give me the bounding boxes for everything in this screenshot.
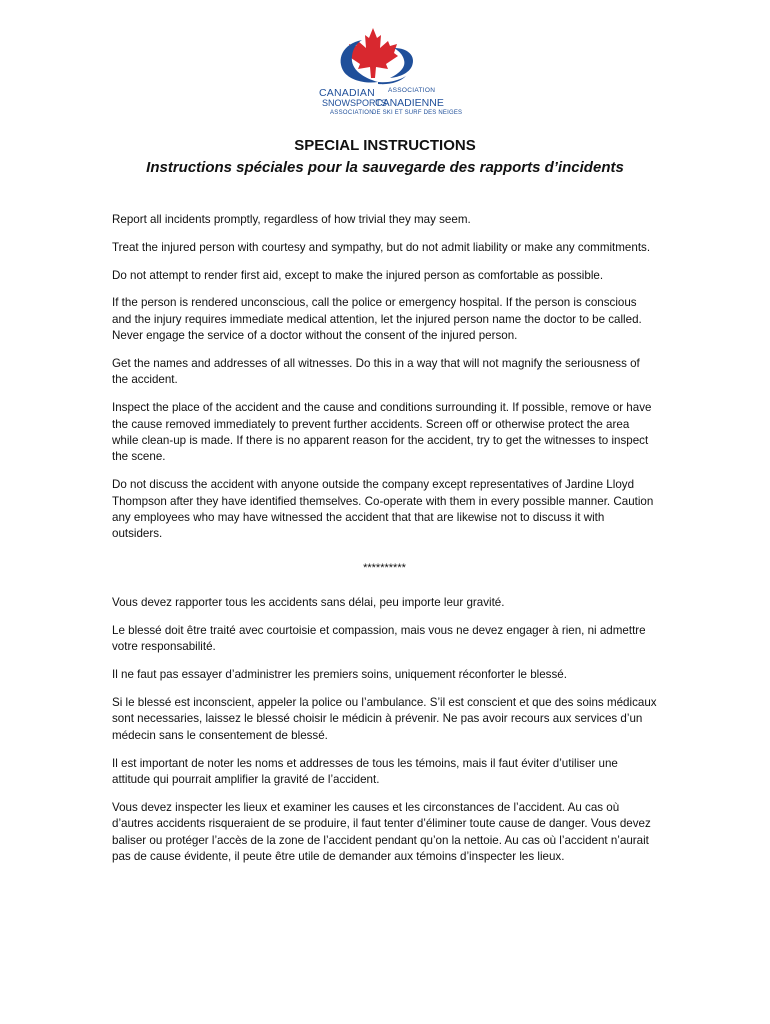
logo-text-fr-3: DE SKI ET SURF DES NEIGES [372,110,463,116]
page-title: SPECIAL INSTRUCTIONS [294,137,476,154]
french-paragraph: Vous devez inspecter les lieux et examiner les causes et les circonstances de l’accident. Au cas où d’autres accidents risqueraient de se produire, il faut tenter d’éliminer toute cause de danger. Vous devez baliser ou protéger l’accès de la zone de l’accident pendant qu’on la nettoie. Au cas où l’accident n’aurait pas de cause évidente, il peute être utile de demander aux témoins d’inspecter les lieux. [112,800,651,864]
logo-text-fr-2: CANADIENNE [375,97,444,109]
instructions-body [112,212,657,877]
organization-logo [318,26,468,122]
section-separator: ********** [363,561,406,574]
page-subtitle: Instructions spéciales pour la sauvegarde des rapports d’incidents [146,159,624,176]
english-paragraph: Inspect the place of the accident and the cause and conditions surrounding it. If possible, remove or have the cause removed immediately to prevent further accidents. Screen off or otherwise protect the area while clean-up is made. If there is no apparent reason for the accident, try to get the witnesses to inspect the scene. [112,401,652,464]
french-paragraph: Le blessé doit être traité avec courtoisie et compassion, mais vous ne devez engager à rien, ni admettre votre responsabilité. [112,624,646,654]
french-paragraph: Il ne faut pas essayer d’administrer les premiers soins, uniquement réconforter le blessé. [112,668,567,682]
english-paragraph: Report all incidents promptly, regardless of how trivial they may seem. [112,213,471,226]
logo-text-en-1: CANADIAN [319,87,375,99]
english-paragraph: Treat the injured person with courtesy and sympathy, but do not admit liability or make any commitments. [112,240,651,254]
logo-text-fr-1: ASSOCIATION [388,87,436,94]
french-paragraph: Vous devez rapporter tous les accidents sans délai, peu importe leur gravité. [112,596,505,610]
english-paragraph: If the person is rendered unconscious, call the police or emergency hospital. If the person is conscious and the injury requires immediate medical attention, let the injured person name the doctor to be called. Never engage the service of a doctor without the consent of the injured person. [112,296,642,343]
english-paragraph: Do not attempt to render first aid, except to make the injured person as comfortable as possible. [112,268,604,282]
english-paragraph: Get the names and addresses of all witnesses. Do this in a way that will not magnify the seriousness of the accident. [112,357,640,387]
english-paragraph: Do not discuss the accident with anyone outside the company except representatives of Jardine Lloyd Thompson after they have identified themselves. Co-operate with them in every possible manner. Caution any employees who may have witnessed the accident that that are likewise not to discuss it with outsiders. [112,478,654,541]
french-paragraph: Il est important de noter les noms et addresses de tous les témoins, mais il faut éviter d’utiliser une attitude qui pourrait amplifier la gravité de l’accident. [112,756,618,787]
french-paragraph: Si le blessé est inconscient, appeler la police ou l’ambulance. S’il est conscient et que des soins médicaux sont necessaries, laissez le blessé choisir le médicin à prévenir. Ne pas avoir recours aux services d’un médecin sans le consentement de blessé. [112,696,657,742]
logo-text-en-3: ASSOCIATION [330,110,374,116]
maple-leaf-swoosh-icon [318,26,468,88]
logo-text-en-2: SNOWSPORTS [322,98,387,108]
